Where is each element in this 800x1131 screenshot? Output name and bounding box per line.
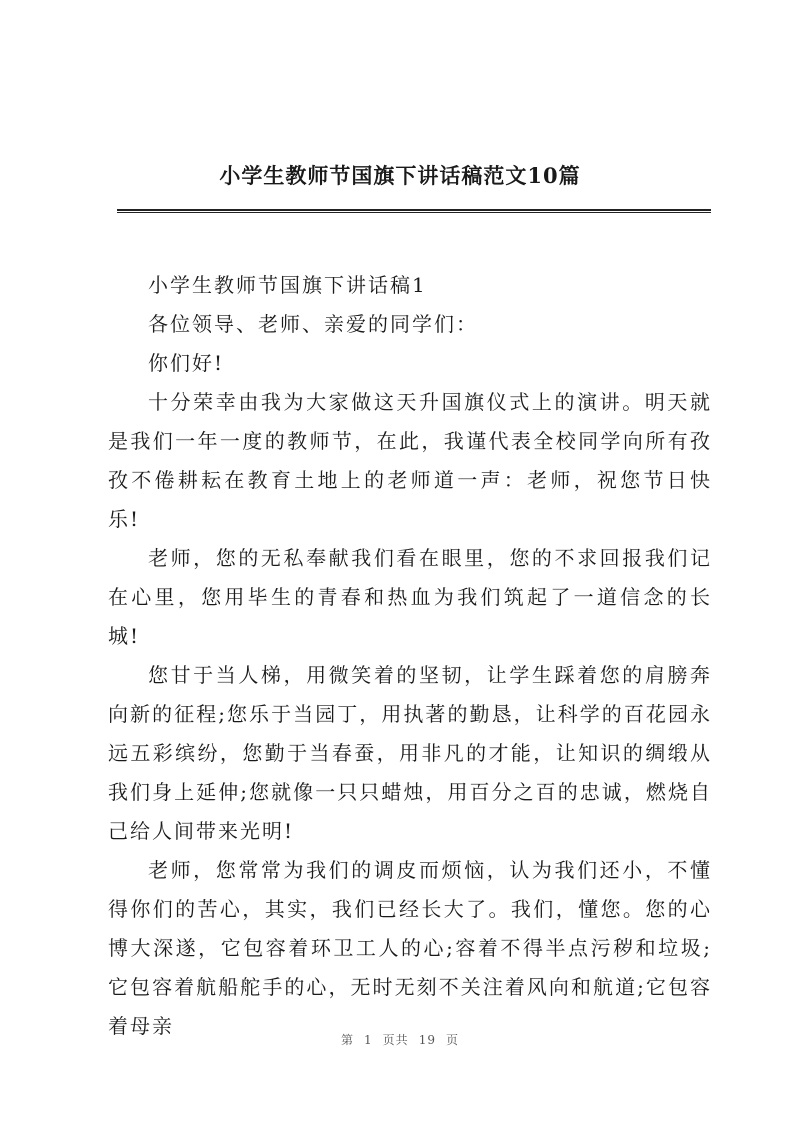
paragraph: 您甘于当人梯，用微笑着的坚韧，让学生踩着您的肩膀奔向新的征程;您乐于当园丁，用执著的勤恳，让科学的百花园永远五彩缤纷，您勤于当春蚕，用非凡的才能，让知识的绸缎从我们身上延伸;您就像一只只蜡烛，用百分之百的忠诚，燃烧自己给人间带来光明!	[108, 663, 712, 843]
document-title: 小学生教师节国旗下讲话稿范文10篇	[219, 163, 581, 188]
paragraph: 你们好!	[148, 351, 225, 375]
footer-label-of: 页共	[382, 1033, 409, 1047]
page-footer	[0, 1031, 800, 1048]
footer-label-page: 第	[341, 1033, 355, 1047]
title-divider	[117, 209, 711, 213]
paragraph: 各位领导、老师、亲爱的同学们：	[148, 312, 478, 336]
document-body	[108, 266, 712, 1046]
paragraph: 小学生教师节国旗下讲话稿1	[148, 273, 427, 297]
paragraph: 老师，您的无私奉献我们看在眼里，您的不求回报我们记在心里，您用毕生的青春和热血为我们筑起了一道信念的长城!	[108, 546, 712, 648]
current-page-number: 1	[364, 1033, 373, 1047]
footer-label-pages: 页	[445, 1033, 459, 1047]
paragraph: 老师，您常常为我们的调皮而烦恼，认为我们还小，不懂得你们的苦心，其实，我们已经长大了。我们，懂您。您的心博大深遂，它包容着环卫工人的心;容着不得半点污秽和垃圾;它包容着航船舵手的心，无时无刻不关注着风向和航道;它包容着母亲	[108, 858, 712, 1038]
total-page-count: 19	[418, 1033, 436, 1047]
paragraph: 十分荣幸由我为大家做这天升国旗仪式上的演讲。明天就是我们一年一度的教师节，在此，我谨代表全校同学向所有孜孜不倦耕耘在教育土地上的老师道一声：老师，祝您节日快乐!	[108, 390, 712, 531]
